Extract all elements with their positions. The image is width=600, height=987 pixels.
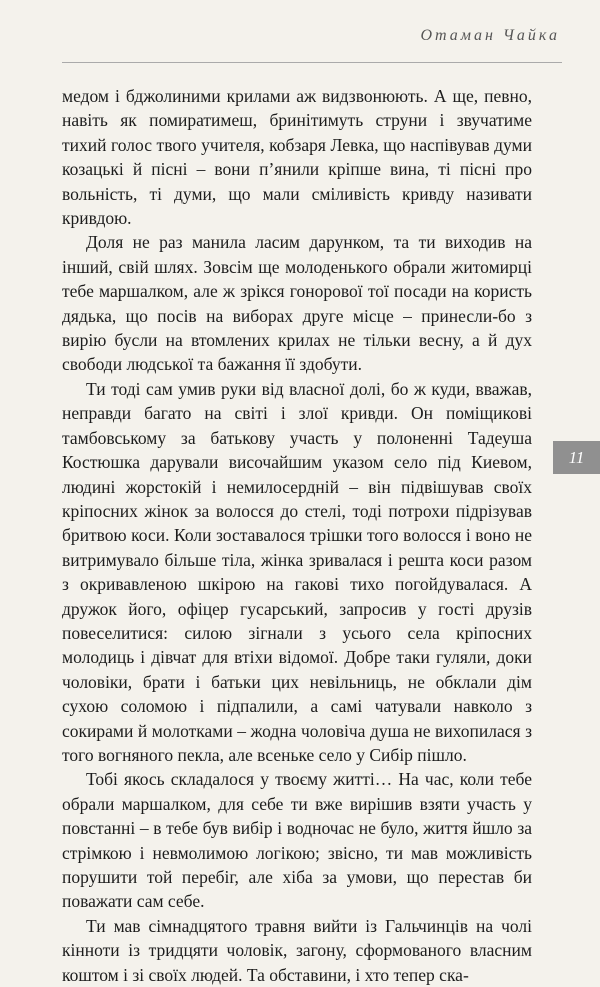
paragraph: медом і бджолиними крилами аж видзвонюють. А ще, певно, навіть як помиратимеш, бринітимуть струни і звучатиме тихий голос твого учителя, кобзаря Левка, що наспівував думи козацькі й пісні – вони п’янили кріпше вина, ті пісні про вольність, ті думи, що мали сміливість кривду називати кривдою. bbox=[62, 86, 532, 229]
page-number-tab bbox=[553, 441, 600, 474]
paragraph: Ти мав сімнадцятого травня вийти із Гальчинців на чолі кінноти із тридцяти чоловік, загону, сформованого власним коштом і зі своїх людей. Та обставини, і хто тепер ска- bbox=[62, 915, 532, 985]
text-body bbox=[62, 84, 532, 987]
page-number: 11 bbox=[568, 447, 585, 467]
paragraph: Ти тоді сам умив руки від власної долі, бо ж куди, вважав, неправди багато на світі і злої кривди. Он поміщикові тамбовському за батькову участь у полоненні Тадеуша Костюшка дарували височайшим указом село під Киевом, людині жорстокій і немилосердній – він підвішував своїх кріпосних жінок за волосся до стелі, тоді потрохи підрізував бритвою коси. Коли зоставалося трішки того волосся і воно не витримувало більше тіла, жінка зривалася і решта коси разом з окривавленою шкірою на гакові тихо погойдувалася. А дружок його, офіцер гусарський, запросив у гості друзів повеселитися: силою зігнали з усього села кріпосних молодиць і дівчат для втіхи відомої. Добре таки гуляли, доки чоловіки, брати і батьки цих невільниць, не обклали дім сухою соломою і підпалили, а самі чатували навколо з сокирами й молотками – жодна чоловіча душа не вихопилася з того вогняного пекла, але всеньке село у Сибір пішло. bbox=[62, 378, 532, 765]
header-rule bbox=[62, 62, 562, 63]
running-title: Отаман Чайка bbox=[420, 27, 560, 44]
paragraph: Доля не раз манила ласим дарунком, та ти виходив на інший, свій шлях. Зовсім ще молоденького обрали житомирці тебе маршалком, але ж зрікся гонорової тої посади на користь дядька, що посів на виборах друге місце – принесли-бо з вирію бусли на втомлених крилах не тільки весну, а й дух свободи людської та бажання її здобути. bbox=[62, 232, 532, 375]
paragraph: Тобі якось складалося у твоєму житті… На час, коли тебе обрали маршалком, для себе ти вже вирішив взяти участь у повстанні – в тебе був вибір і водночас не було, життя йшло за стрімкою і невмолимою логікою; звісно, ти мав можливість порушити той перебіг, але хіба за умови, що перестав би поважати сам себе. bbox=[62, 769, 532, 912]
